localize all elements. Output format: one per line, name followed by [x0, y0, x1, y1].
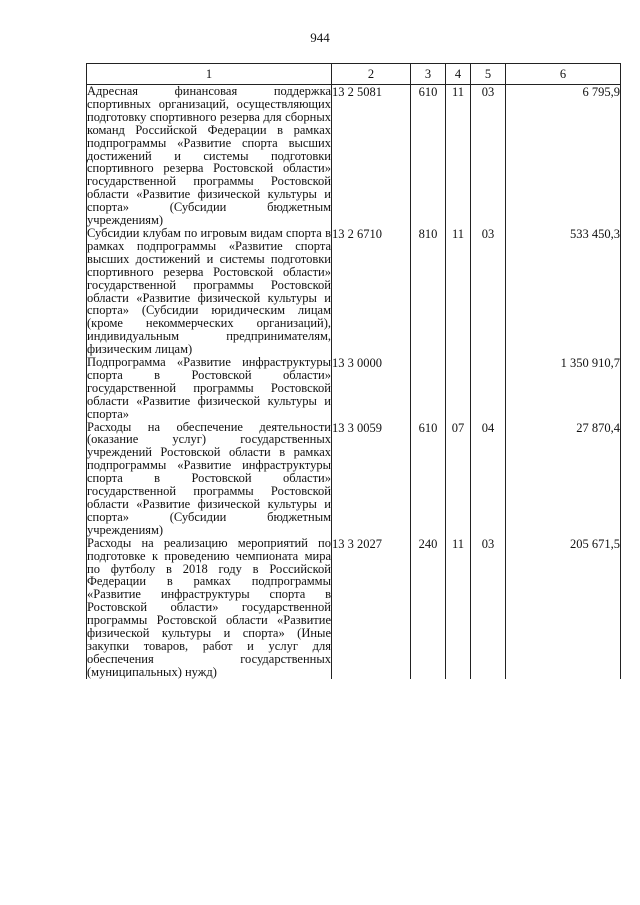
page-number: 944 — [310, 30, 330, 45]
row-subsection: 03 — [471, 537, 506, 679]
row-amount: 27 870,4 — [506, 421, 621, 537]
row-expense-type: 810 — [411, 227, 446, 356]
row-name: Подпрограмма «Развитие инфраструктуры спорта в Ростовской области» государственной программы Ростовской области «Развитие физической культуры и спорта» — [87, 355, 331, 421]
row-subsection — [471, 356, 506, 421]
budget-table — [86, 63, 621, 679]
row-section — [446, 356, 471, 421]
row-name: Субсидии клубам по игровым видам спорта в рамках подпрограммы «Развитие спорта высших достижений и системы подготовки спортивного резерва Ростовской области» государственной программы Ростовской области «Развитие физической культуры и спорта» (Субсидии юридическим лицам (кроме некоммерческих организаций), индивидуальным предпринимателям, физическим лицам) — [87, 225, 331, 357]
row-name: Расходы на реализацию мероприятий по подготовке к проведению чемпионата мира по футболу в 2018 году в Российской Федерации в рамках подпрограммы «Развитие инфраструктуры спорта в Ростовской области» государственной программы Ростовской области «Развитие физической культуры и спорта» (Иные закупки товаров, работ и услуг для обеспечения государственных (муниципальных) нужд) — [87, 535, 331, 679]
row-section: 11 — [446, 227, 471, 356]
table-row — [87, 227, 621, 356]
row-target-code: 13 2 5081 — [332, 85, 411, 227]
row-expense-type: 610 — [411, 85, 446, 227]
table-row — [87, 537, 621, 679]
table-row — [87, 356, 621, 421]
column-header-1: 1 — [87, 64, 332, 85]
row-expense-type: 610 — [411, 421, 446, 537]
column-header-3: 3 — [411, 64, 446, 85]
row-expense-type — [411, 356, 446, 421]
row-target-code: 13 3 2027 — [332, 537, 411, 679]
row-name: Расходы на обеспечение деятельности (оказание услуг) государственных учреждений Ростовской области в рамках подпрограммы «Развитие инфраструктуры спорта в Ростовской области» государственной программы Ростовской области «Развитие физической культуры и спорта» (Субсидии бюджетным учреждениям) — [87, 419, 331, 537]
row-target-code: 13 3 0000 — [332, 356, 411, 421]
row-target-code: 13 3 0059 — [332, 421, 411, 537]
row-amount: 6 795,9 — [506, 85, 621, 227]
column-header-2: 2 — [332, 64, 411, 85]
row-section: 11 — [446, 85, 471, 227]
row-amount: 533 450,3 — [506, 227, 621, 356]
row-target-code: 13 2 6710 — [332, 227, 411, 356]
row-subsection: 03 — [471, 227, 506, 356]
row-amount: 205 671,5 — [506, 537, 621, 679]
column-header-6: 6 — [506, 64, 621, 85]
column-header-5: 5 — [471, 64, 506, 85]
table-header-row — [87, 64, 621, 85]
row-section: 11 — [446, 537, 471, 679]
table-row — [87, 85, 621, 227]
column-header-4: 4 — [446, 64, 471, 85]
row-subsection: 04 — [471, 421, 506, 537]
row-section: 07 — [446, 421, 471, 537]
row-name: Адресная финансовая поддержка спортивных организаций, осуществляющих подготовку спортивного резерва для сборных команд Российской Федерации в рамках подпрограммы «Развитие спорта высших достижений и системы подготовки спортивного резерва Ростовской области» государственной программы Ростовской области «Развитие физической культуры и спорта» (Субсидии бюджетным учреждениям) — [87, 84, 331, 228]
table-row — [87, 421, 621, 537]
row-subsection: 03 — [471, 85, 506, 227]
row-expense-type: 240 — [411, 537, 446, 679]
row-amount: 1 350 910,7 — [506, 356, 621, 421]
